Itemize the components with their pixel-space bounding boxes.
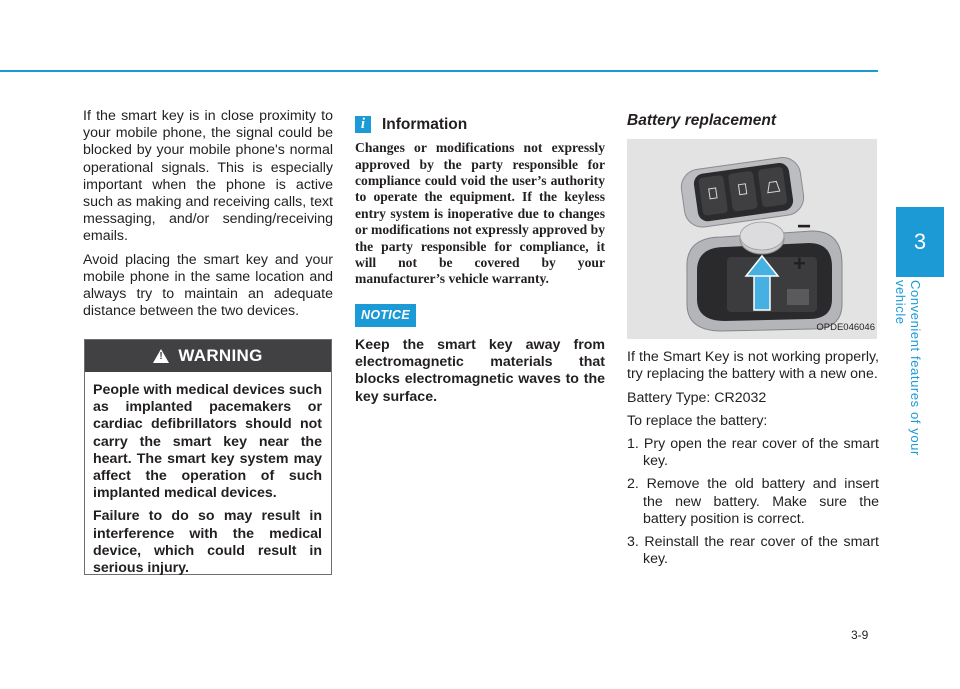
warning-box xyxy=(84,339,332,575)
battery-paragraph-1: If the Smart Key is not working properly, try replacing the battery with a new one. xyxy=(627,349,879,383)
battery-steps-list xyxy=(627,436,879,568)
column-right xyxy=(627,108,879,574)
information-header xyxy=(355,116,605,133)
warning-paragraph-1: People with medical devices such as implanted pacemakers or cardiac defibrillators should not carry the smart key near the heart. The smart key system may affect the operation of such implanted medical devices. xyxy=(93,382,322,502)
battery-step: 1. Pry open the rear cover of the smart key. xyxy=(627,436,879,470)
warning-icon xyxy=(153,349,169,363)
top-rule xyxy=(0,70,878,72)
battery-steps-intro: To replace the battery: xyxy=(627,412,768,429)
information-body: Changes or modifications not expressly approved by the party responsible for compliance could void the user’s authority to operate the equipment. If the keyless entry system is inoperative due to changes or modifications not expressly approved by the party responsible for compliance, it will not be covered by your manufacturer’s vehicle warranty. xyxy=(355,140,605,287)
smart-key-figure xyxy=(627,139,877,339)
placement-paragraph: Avoid placing the smart key and your mobile phone in the same location and always try to maintain an adequate distance between the two devices. xyxy=(83,251,333,320)
notice-body: Keep the smart key away from electromagnetic materials that blocks electromagnetic waves to the key surface. xyxy=(355,337,605,405)
figure-caption: OPDE046046 xyxy=(816,322,875,333)
minus-sign: − xyxy=(797,213,812,241)
plus-sign: + xyxy=(793,251,806,277)
information-title: Information xyxy=(382,116,468,133)
info-icon: i xyxy=(355,116,371,133)
warning-header xyxy=(85,340,331,372)
page-number: 3-9 xyxy=(851,628,869,642)
battery-step: 3. Reinstall the rear cover of the smart key. xyxy=(627,534,879,568)
battery-heading: Battery replacement xyxy=(627,112,777,129)
chapter-label: Convenient features of your vehicle xyxy=(893,280,923,456)
column-middle xyxy=(355,108,605,412)
battery-step: 2. Remove the old battery and insert the new battery. Make sure the battery position is correct. xyxy=(627,476,879,527)
warning-title: WARNING xyxy=(178,346,263,365)
column-left xyxy=(83,108,333,326)
notice-tag: NOTICE xyxy=(355,304,416,327)
warning-paragraph-2: Failure to do so may result in interference with the medical device, which could result in serious injury. xyxy=(93,508,322,577)
chapter-tab: 3 xyxy=(896,207,944,277)
proximity-paragraph: If the smart key is in close proximity to your mobile phone, the signal could be blocked by your mobile phone's normal operational signals. This is especially important when the phone is active such as making and receiving calls, text messaging, and/or sending/receiving emails. xyxy=(83,108,333,245)
smart-key-illustration xyxy=(627,139,877,339)
battery-type: Battery Type: CR2032 xyxy=(627,389,767,406)
